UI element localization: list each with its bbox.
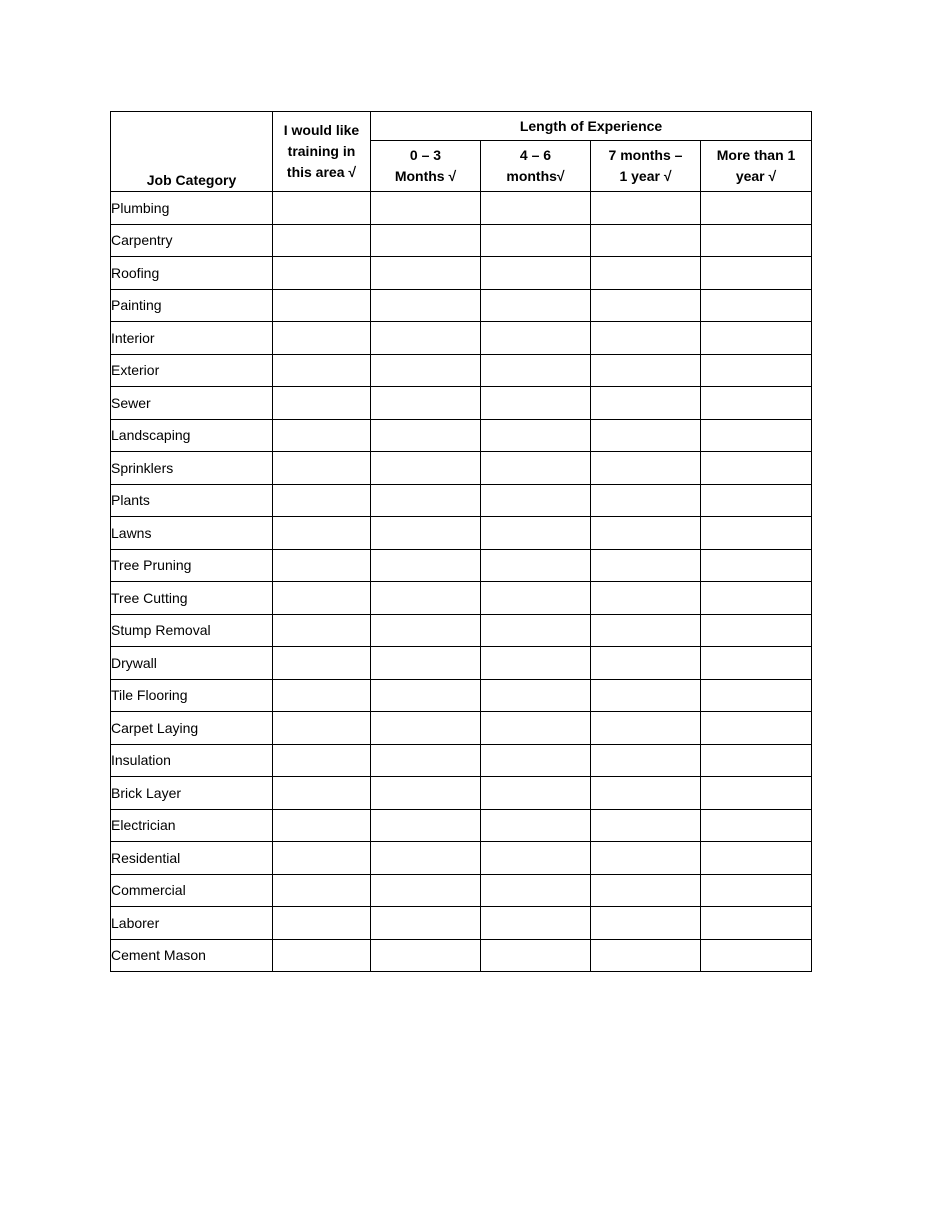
training-header-line-3: this area √: [286, 164, 357, 180]
exp-4-6-months-cell[interactable]: [481, 257, 591, 290]
exp-0-3-months-cell[interactable]: [371, 289, 481, 322]
exp-7-months-1-year-cell[interactable]: [591, 647, 701, 680]
table-row: [111, 354, 812, 387]
exp-0-3-months-cell[interactable]: [371, 192, 481, 225]
training-header: [273, 112, 371, 192]
job-category-cell: Exterior: [111, 354, 273, 387]
table-row: [111, 614, 812, 647]
exp-4-6-months-cell[interactable]: [481, 809, 591, 842]
table-row: [111, 679, 812, 712]
table-row: [111, 192, 812, 225]
training-checkbox-cell[interactable]: [273, 387, 371, 420]
exp-4-6-months-cell[interactable]: [481, 452, 591, 485]
exp-7-months-1-year-cell[interactable]: [591, 907, 701, 940]
job-category-cell: Insulation: [111, 744, 273, 777]
exp-7-months-1-year-cell[interactable]: [591, 679, 701, 712]
exp-7-months-1-year-cell[interactable]: [591, 874, 701, 907]
exp-0-3-months-cell[interactable]: [371, 517, 481, 550]
exp-0-3-months-cell[interactable]: [371, 582, 481, 615]
exp-4-6-months-cell[interactable]: [481, 777, 591, 810]
training-checkbox-cell[interactable]: [273, 809, 371, 842]
range-header-7-months-1-year: [591, 141, 701, 192]
exp-0-3-months-cell[interactable]: [371, 939, 481, 972]
training-checkbox-cell[interactable]: [273, 484, 371, 517]
exp-4-6-months-cell[interactable]: [481, 517, 591, 550]
job-category-cell: Roofing: [111, 257, 273, 290]
exp-4-6-months-cell[interactable]: [481, 744, 591, 777]
range-header-line-1: 0 – 3: [409, 147, 442, 163]
table-row: [111, 907, 812, 940]
exp-4-6-months-cell[interactable]: [481, 614, 591, 647]
job-category-cell: Electrician: [111, 809, 273, 842]
training-checkbox-cell[interactable]: [273, 939, 371, 972]
range-header-more-than-1-year: [701, 141, 812, 192]
table-row: [111, 387, 812, 420]
table-row: [111, 777, 812, 810]
exp-4-6-months-cell[interactable]: [481, 712, 591, 745]
job-category-cell: Drywall: [111, 647, 273, 680]
exp-4-6-months-cell[interactable]: [481, 192, 591, 225]
exp-0-3-months-cell[interactable]: [371, 874, 481, 907]
exp-more-than-1-year-cell[interactable]: [701, 939, 812, 972]
table-row: [111, 744, 812, 777]
training-checkbox-cell[interactable]: [273, 354, 371, 387]
range-header-line-1: 7 months –: [608, 147, 683, 163]
exp-7-months-1-year-cell[interactable]: [591, 517, 701, 550]
job-category-cell: Laborer: [111, 907, 273, 940]
job-category-cell: Tree Cutting: [111, 582, 273, 615]
training-checkbox-cell[interactable]: [273, 907, 371, 940]
range-header-line-1: More than 1: [716, 147, 796, 163]
job-category-cell: Stump Removal: [111, 614, 273, 647]
exp-0-3-months-cell[interactable]: [371, 679, 481, 712]
training-checkbox-cell[interactable]: [273, 517, 371, 550]
job-category-cell: Carpentry: [111, 224, 273, 257]
job-category-cell: Sprinklers: [111, 452, 273, 485]
exp-4-6-months-cell[interactable]: [481, 419, 591, 452]
table-row: [111, 484, 812, 517]
training-checkbox-cell[interactable]: [273, 419, 371, 452]
training-checkbox-cell[interactable]: [273, 777, 371, 810]
range-header-line-2: Months √: [394, 168, 457, 184]
training-checkbox-cell[interactable]: [273, 582, 371, 615]
exp-4-6-months-cell[interactable]: [481, 582, 591, 615]
exp-7-months-1-year-cell[interactable]: [591, 322, 701, 355]
training-checkbox-cell[interactable]: [273, 322, 371, 355]
exp-more-than-1-year-cell[interactable]: [701, 907, 812, 940]
exp-more-than-1-year-cell[interactable]: [701, 452, 812, 485]
exp-0-3-months-cell[interactable]: [371, 712, 481, 745]
range-header-line-2: months√: [506, 168, 565, 184]
exp-more-than-1-year-cell[interactable]: [701, 874, 812, 907]
exp-7-months-1-year-cell[interactable]: [591, 289, 701, 322]
job-category-cell: Tile Flooring: [111, 679, 273, 712]
exp-4-6-months-cell[interactable]: [481, 289, 591, 322]
table-row: [111, 257, 812, 290]
exp-0-3-months-cell[interactable]: [371, 549, 481, 582]
exp-4-6-months-cell[interactable]: [481, 387, 591, 420]
exp-0-3-months-cell[interactable]: [371, 224, 481, 257]
exp-more-than-1-year-cell[interactable]: [701, 712, 812, 745]
exp-7-months-1-year-cell[interactable]: [591, 842, 701, 875]
length-of-experience-header: Length of Experience: [371, 112, 812, 141]
job-category-cell: Landscaping: [111, 419, 273, 452]
training-header-line-1: I would like: [283, 122, 360, 138]
job-category-cell: Brick Layer: [111, 777, 273, 810]
exp-0-3-months-cell[interactable]: [371, 777, 481, 810]
exp-4-6-months-cell[interactable]: [481, 907, 591, 940]
table-row: [111, 842, 812, 875]
exp-4-6-months-cell[interactable]: [481, 939, 591, 972]
exp-more-than-1-year-cell[interactable]: [701, 647, 812, 680]
job-experience-table: [110, 111, 812, 972]
exp-0-3-months-cell[interactable]: [371, 614, 481, 647]
exp-more-than-1-year-cell[interactable]: [701, 809, 812, 842]
exp-7-months-1-year-cell[interactable]: [591, 744, 701, 777]
job-category-cell: Carpet Laying: [111, 712, 273, 745]
table-row: [111, 582, 812, 615]
training-checkbox-cell[interactable]: [273, 192, 371, 225]
exp-more-than-1-year-cell[interactable]: [701, 614, 812, 647]
training-header-line-2: training in: [287, 143, 356, 159]
table-row: [111, 549, 812, 582]
exp-0-3-months-cell[interactable]: [371, 647, 481, 680]
range-header-0-3-months: [371, 141, 481, 192]
exp-4-6-months-cell[interactable]: [481, 224, 591, 257]
exp-0-3-months-cell[interactable]: [371, 387, 481, 420]
exp-more-than-1-year-cell[interactable]: [701, 842, 812, 875]
table-row: [111, 224, 812, 257]
exp-7-months-1-year-cell[interactable]: [591, 777, 701, 810]
exp-more-than-1-year-cell[interactable]: [701, 517, 812, 550]
exp-7-months-1-year-cell[interactable]: [591, 614, 701, 647]
training-checkbox-cell[interactable]: [273, 289, 371, 322]
exp-0-3-months-cell[interactable]: [371, 452, 481, 485]
exp-7-months-1-year-cell[interactable]: [591, 582, 701, 615]
table-row: [111, 939, 812, 972]
exp-7-months-1-year-cell[interactable]: [591, 452, 701, 485]
job-category-cell: Commercial: [111, 874, 273, 907]
range-header-line-1: 4 – 6: [519, 147, 552, 163]
exp-7-months-1-year-cell[interactable]: [591, 354, 701, 387]
training-checkbox-cell[interactable]: [273, 257, 371, 290]
exp-0-3-months-cell[interactable]: [371, 354, 481, 387]
job-category-cell: Plumbing: [111, 192, 273, 225]
exp-4-6-months-cell[interactable]: [481, 679, 591, 712]
exp-4-6-months-cell[interactable]: [481, 549, 591, 582]
exp-more-than-1-year-cell[interactable]: [701, 289, 812, 322]
exp-7-months-1-year-cell[interactable]: [591, 809, 701, 842]
job-category-cell: Residential: [111, 842, 273, 875]
training-checkbox-cell[interactable]: [273, 647, 371, 680]
exp-7-months-1-year-cell[interactable]: [591, 192, 701, 225]
exp-0-3-months-cell[interactable]: [371, 809, 481, 842]
training-checkbox-cell[interactable]: [273, 679, 371, 712]
exp-7-months-1-year-cell[interactable]: [591, 387, 701, 420]
exp-more-than-1-year-cell[interactable]: [701, 322, 812, 355]
exp-4-6-months-cell[interactable]: [481, 874, 591, 907]
exp-7-months-1-year-cell[interactable]: [591, 549, 701, 582]
exp-more-than-1-year-cell[interactable]: [701, 549, 812, 582]
exp-more-than-1-year-cell[interactable]: [701, 484, 812, 517]
job-category-cell: Painting: [111, 289, 273, 322]
training-checkbox-cell[interactable]: [273, 744, 371, 777]
table-row: [111, 712, 812, 745]
exp-7-months-1-year-cell[interactable]: [591, 419, 701, 452]
exp-more-than-1-year-cell[interactable]: [701, 679, 812, 712]
exp-0-3-months-cell[interactable]: [371, 842, 481, 875]
table-row: [111, 647, 812, 680]
training-checkbox-cell[interactable]: [273, 614, 371, 647]
job-category-cell: Cement Mason: [111, 939, 273, 972]
job-category-cell: Tree Pruning: [111, 549, 273, 582]
job-rows: [111, 192, 812, 972]
job-category-cell: Interior: [111, 322, 273, 355]
exp-more-than-1-year-cell[interactable]: [701, 419, 812, 452]
exp-0-3-months-cell[interactable]: [371, 484, 481, 517]
table-row: [111, 874, 812, 907]
exp-4-6-months-cell[interactable]: [481, 322, 591, 355]
exp-more-than-1-year-cell[interactable]: [701, 192, 812, 225]
exp-0-3-months-cell[interactable]: [371, 322, 481, 355]
table-row: [111, 452, 812, 485]
table-row: [111, 809, 812, 842]
exp-7-months-1-year-cell[interactable]: [591, 484, 701, 517]
range-header-line-2: year √: [735, 168, 777, 184]
exp-0-3-months-cell[interactable]: [371, 744, 481, 777]
job-category-cell: Sewer: [111, 387, 273, 420]
exp-more-than-1-year-cell[interactable]: [701, 777, 812, 810]
job-category-cell: Lawns: [111, 517, 273, 550]
training-checkbox-cell[interactable]: [273, 549, 371, 582]
exp-more-than-1-year-cell[interactable]: [701, 224, 812, 257]
exp-7-months-1-year-cell[interactable]: [591, 224, 701, 257]
training-checkbox-cell[interactable]: [273, 712, 371, 745]
exp-more-than-1-year-cell[interactable]: [701, 582, 812, 615]
training-checkbox-cell[interactable]: [273, 874, 371, 907]
job-category-header: Job Category: [111, 112, 273, 192]
table-row: [111, 289, 812, 322]
exp-4-6-months-cell[interactable]: [481, 484, 591, 517]
exp-0-3-months-cell[interactable]: [371, 419, 481, 452]
exp-more-than-1-year-cell[interactable]: [701, 257, 812, 290]
training-checkbox-cell[interactable]: [273, 452, 371, 485]
job-category-cell: Plants: [111, 484, 273, 517]
range-header-4-6-months: [481, 141, 591, 192]
exp-7-months-1-year-cell[interactable]: [591, 712, 701, 745]
exp-more-than-1-year-cell[interactable]: [701, 744, 812, 777]
range-header-line-2: 1 year √: [619, 168, 672, 184]
exp-4-6-months-cell[interactable]: [481, 354, 591, 387]
exp-more-than-1-year-cell[interactable]: [701, 354, 812, 387]
exp-0-3-months-cell[interactable]: [371, 257, 481, 290]
training-checkbox-cell[interactable]: [273, 224, 371, 257]
table-row: [111, 517, 812, 550]
exp-4-6-months-cell[interactable]: [481, 842, 591, 875]
table-row: [111, 322, 812, 355]
header-row-top: [111, 112, 812, 141]
table-row: [111, 419, 812, 452]
exp-7-months-1-year-cell[interactable]: [591, 939, 701, 972]
exp-0-3-months-cell[interactable]: [371, 907, 481, 940]
exp-more-than-1-year-cell[interactable]: [701, 387, 812, 420]
exp-7-months-1-year-cell[interactable]: [591, 257, 701, 290]
exp-4-6-months-cell[interactable]: [481, 647, 591, 680]
training-checkbox-cell[interactable]: [273, 842, 371, 875]
